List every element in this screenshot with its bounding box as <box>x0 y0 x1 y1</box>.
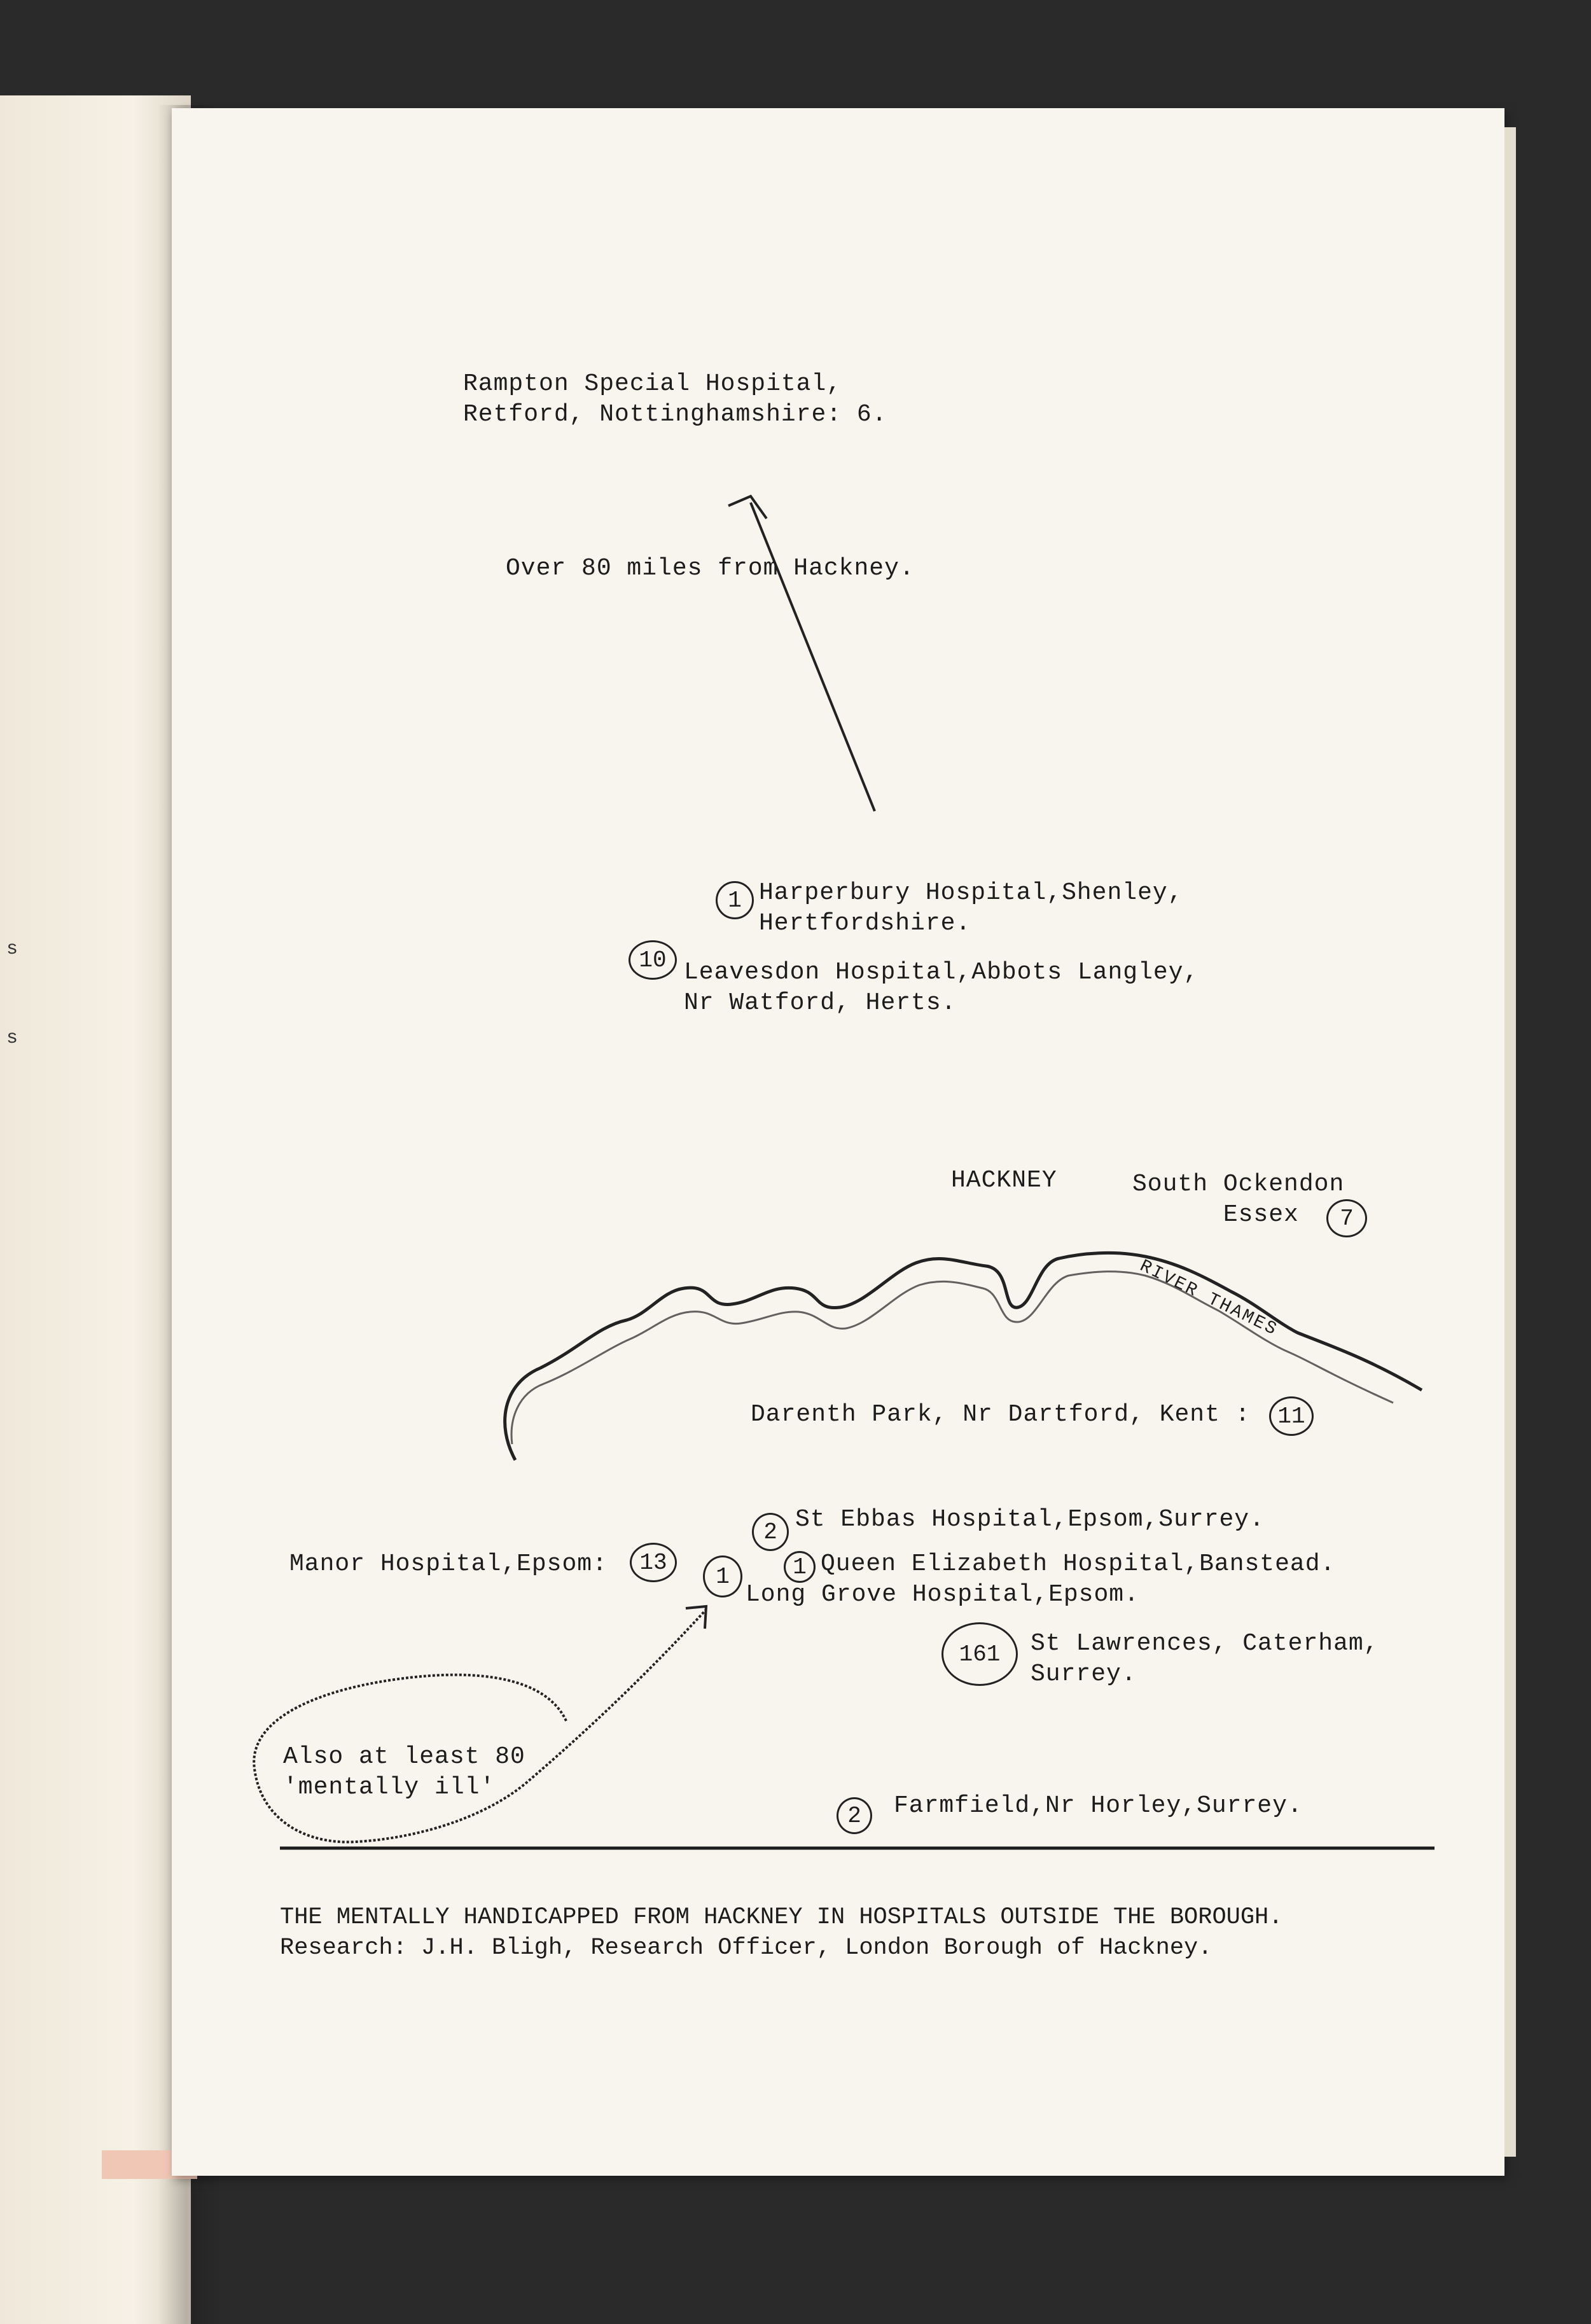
queen-elizabeth-count: 1 <box>784 1551 816 1583</box>
left-page-letter: s <box>6 938 18 960</box>
harperbury-label: Harperbury Hospital,Shenley, Hertfordshire. <box>759 879 1183 937</box>
caption-title: THE MENTALLY HANDICAPPED FROM HACKNEY IN HOSPITALS OUTSIDE THE BOROUGH. <box>280 1904 1283 1931</box>
queen-elizabeth-label: Queen Elizabeth Hospital,Banstead. <box>821 1550 1336 1578</box>
loop-arrow-line <box>254 1610 706 1842</box>
st-lawrences-label: St Lawrences, Caterham, Surrey. <box>1031 1630 1379 1688</box>
rampton-label: Rampton Special Hospital, Retford, Nottinghamshire: 6. <box>463 370 887 428</box>
harperbury-count: 1 <box>716 881 754 919</box>
also-mentally-ill-label: Also at least 80 'mentally ill' <box>283 1743 525 1801</box>
arrow-head-rampton <box>728 496 767 518</box>
long-grove-label: Long Grove Hospital,Epsom. <box>746 1581 1139 1608</box>
over-80-miles-label: Over 80 miles from Hackney. <box>506 555 915 582</box>
left-page-letter: s <box>6 1027 18 1049</box>
south-ockendon-label: South Ockendon Essex <box>1132 1171 1345 1228</box>
hackney-label: HACKNEY <box>951 1167 1057 1194</box>
darenth-label: Darenth Park, Nr Dartford, Kent : <box>751 1401 1251 1428</box>
river-label: RIVER THAMES <box>1136 1256 1281 1341</box>
arrow-line-rampton <box>751 503 875 811</box>
long-grove-count: 1 <box>703 1555 742 1597</box>
leavesdon-label: Leavesdon Hospital,Abbots Langley, Nr Watford, Herts. <box>684 959 1199 1017</box>
st-ebbas-label: St Ebbas Hospital,Epsom,Surrey. <box>795 1506 1265 1533</box>
south-ockendon-count: 7 <box>1326 1199 1367 1237</box>
loop-arrow-head <box>686 1606 706 1629</box>
manor-count: 13 <box>630 1543 677 1582</box>
farmfield-label: Farmfield,Nr Horley,Surrey. <box>894 1792 1303 1820</box>
st-lawrences-count: 161 <box>941 1622 1018 1686</box>
farmfield-count: 2 <box>837 1797 872 1834</box>
leavesdon-count: 10 <box>629 940 677 980</box>
st-ebbas-count: 2 <box>752 1513 789 1551</box>
manor-label: Manor Hospital,Epsom: <box>289 1550 608 1578</box>
darenth-count: 11 <box>1269 1396 1314 1436</box>
caption-credit: Research: J.H. Bligh, Research Officer, London Borough of Hackney. <box>280 1935 1212 1961</box>
